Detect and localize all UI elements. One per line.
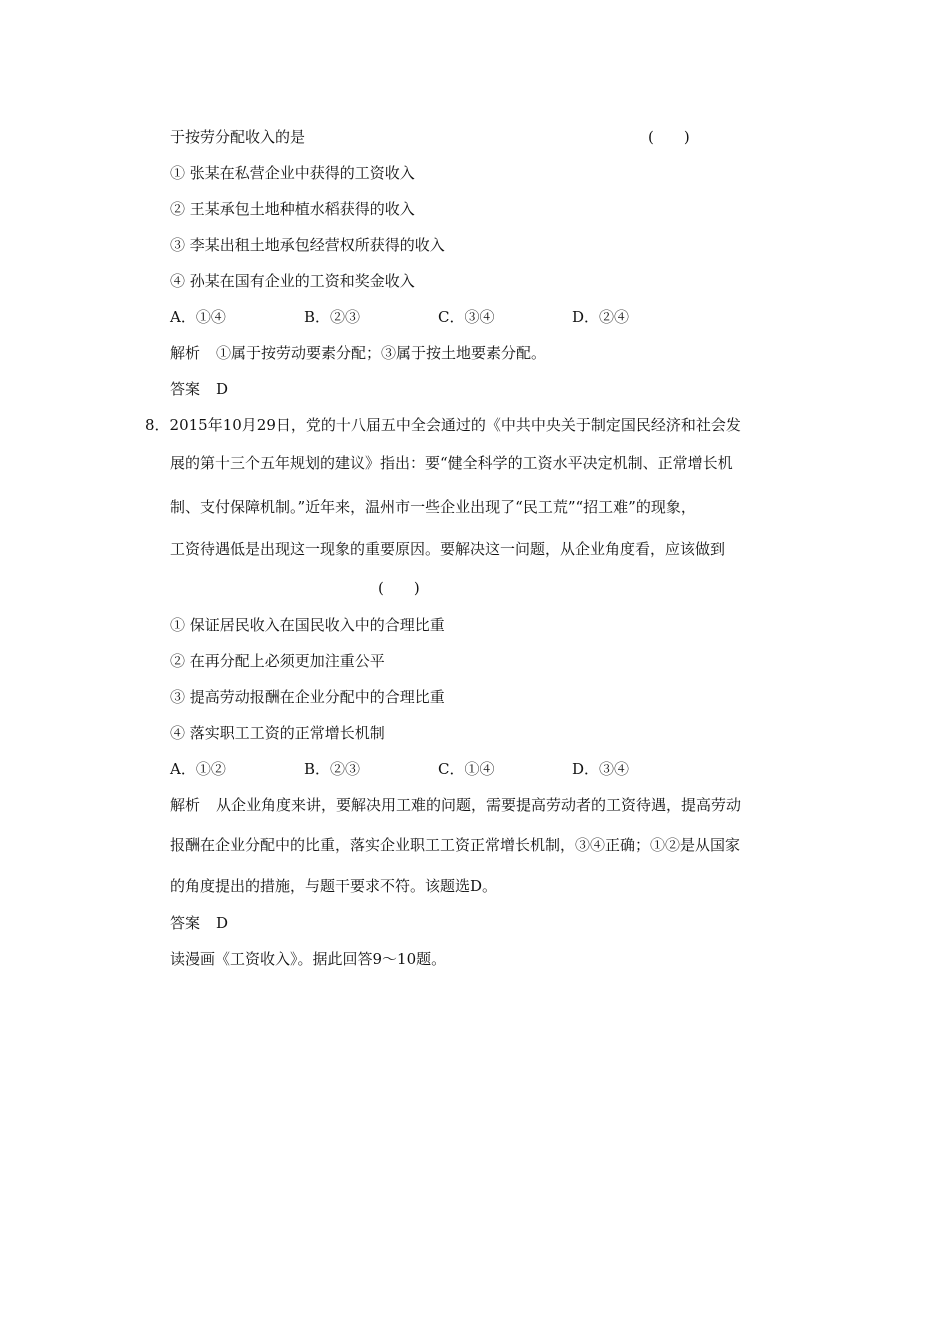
q8-stem-text-1: 2015年10月29日，党的十八届五中全会通过的《中共中央关于制定国民经济和社会发	[169, 416, 741, 434]
q7-option-b: B．②③	[304, 308, 361, 326]
q7-item-1: ① 张某在私营企业中获得的工资收入	[170, 164, 415, 182]
q8-item-3: ③ 提高劳动报酬在企业分配中的合理比重	[170, 688, 445, 706]
q8-item-4: ④ 落实职工工资的正常增长机制	[170, 724, 385, 742]
q8-option-d: D．③④	[572, 760, 630, 778]
q7-answer-label: 答案	[170, 380, 201, 398]
q8-item-2: ② 在再分配上必须更加注重公平	[170, 652, 385, 670]
q8-analysis-label: 解析	[170, 796, 201, 814]
q7-answer	[170, 379, 228, 399]
next-questions-intro: 读漫画《工资收入》。据此回答9～10题。	[170, 950, 447, 968]
q8-analysis-line-3: 的角度提出的措施，与题干要求不符。该题选D。	[170, 877, 498, 895]
q7-answer-paren: ( )	[648, 128, 690, 146]
q8-answer	[170, 913, 228, 933]
q7-options	[170, 307, 629, 327]
q7-item-3: ③ 李某出租土地承包经营权所获得的收入	[170, 236, 445, 254]
q7-stem-tail: 于按劳分配收入的是	[170, 128, 306, 146]
q7-item-2: ② 王某承包土地种植水稻获得的收入	[170, 200, 415, 218]
q7-analysis-label: 解析	[170, 344, 201, 362]
q8-option-a: A．①②	[170, 760, 226, 778]
q7-option-a: A．①④	[170, 308, 226, 326]
q8-options	[170, 759, 629, 779]
q7-answer-value: D	[216, 380, 229, 398]
q8-analysis-line-1	[170, 795, 741, 815]
q7-analysis	[170, 343, 546, 363]
q8-stem-line-4: 工资待遇低是出现这一现象的重要原因。要解决这一问题，从企业角度看，应该做到	[170, 540, 726, 558]
q7-analysis-text: ①属于按劳动要素分配；③属于按土地要素分配。	[216, 344, 547, 362]
q8-stem-line-3: 制、支付保障机制。”近年来，温州市一些企业出现了“民工荒”“招工难”的现象，	[170, 498, 696, 516]
q7-option-c: C．③④	[438, 308, 495, 326]
q8-stem-line-2: 展的第十三个五年规划的建议》指出：要“健全科学的工资水平决定机制、正常增长机	[170, 454, 733, 472]
q8-option-b: B．②③	[304, 760, 361, 778]
q8-number: 8．	[145, 416, 170, 434]
q8-answer-paren: ( )	[378, 579, 420, 597]
q8-answer-label: 答案	[170, 914, 201, 932]
q7-item-4: ④ 孙某在国有企业的工资和奖金收入	[170, 272, 415, 290]
q8-analysis-line-2: 报酬在企业分配中的比重，落实企业职工工资正常增长机制，③④正确；①②是从国家	[170, 836, 741, 854]
q8-option-c: C．①④	[438, 760, 495, 778]
q7-option-d: D．②④	[572, 308, 630, 326]
q8-answer-value: D	[216, 914, 229, 932]
q8-analysis-text-1: 从企业角度来讲，要解决用工难的问题，需要提高劳动者的工资待遇，提高劳动	[216, 796, 742, 814]
q8-item-1: ① 保证居民收入在国民收入中的合理比重	[170, 616, 445, 634]
q8-stem-line-1	[145, 415, 741, 435]
